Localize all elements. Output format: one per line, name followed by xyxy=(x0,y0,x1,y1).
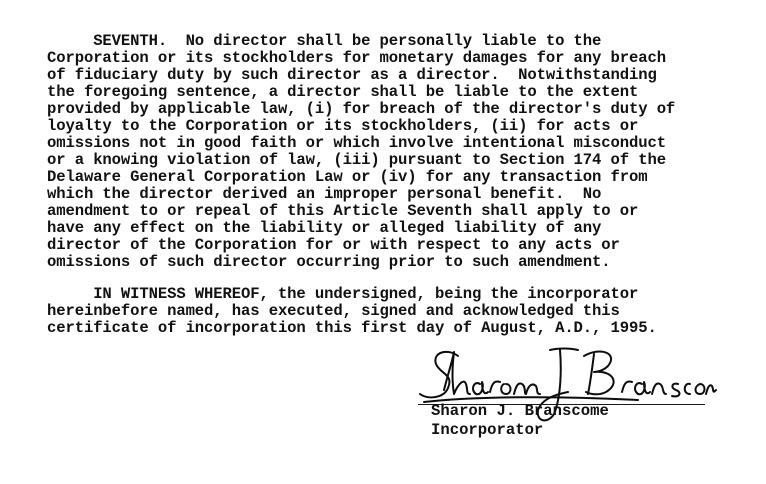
paragraph-line: or a knowing violation of law, (iii) pursuant to Section 174 of the xyxy=(47,151,666,169)
paragraph-line: Corporation or its stockholders for monetary damages for any breach xyxy=(47,49,666,67)
paragraph-line: have any effect on the liability or alleged liability of any xyxy=(47,219,602,237)
paragraph-line: the foregoing sentence, a director shall be liable to the extent xyxy=(47,83,639,101)
paragraph-line: SEVENTH. No director shall be personally liable to the xyxy=(47,32,602,50)
paragraph-line: hereinbefore named, has executed, signed and acknowledged this xyxy=(47,302,620,320)
paragraph-line: certificate of incorporation this first day of August, A.D., 1995. xyxy=(47,319,657,337)
paragraph-line: loyalty to the Corporation or its stockholders, (ii) for acts or xyxy=(47,117,639,135)
paragraph-line: amendment to or repeal of this Article Seventh shall apply to or xyxy=(47,202,639,220)
paragraph-line: which the director derived an improper personal benefit. No xyxy=(47,185,602,203)
paragraph-line: director of the Corporation for or with respect to any acts or xyxy=(47,236,620,254)
signer-title: Incorporator xyxy=(431,421,544,439)
paragraph-line: omissions not in good faith or which involve intentional misconduct xyxy=(47,134,666,152)
paragraph-line: omissions of such director occurring prior to such amendment. xyxy=(47,253,611,271)
signer-printed-name: Sharon J. Branscome xyxy=(431,402,609,420)
paragraph-line: IN WITNESS WHEREOF, the undersigned, being the incorporator xyxy=(47,285,639,303)
paragraph-line: of fiduciary duty by such director as a director. Notwithstanding xyxy=(47,66,657,84)
paragraph-line: Delaware General Corporation Law or (iv) for any transaction from xyxy=(47,168,648,186)
paragraph-line: provided by applicable law, (i) for breach of the director's duty of xyxy=(47,100,676,118)
